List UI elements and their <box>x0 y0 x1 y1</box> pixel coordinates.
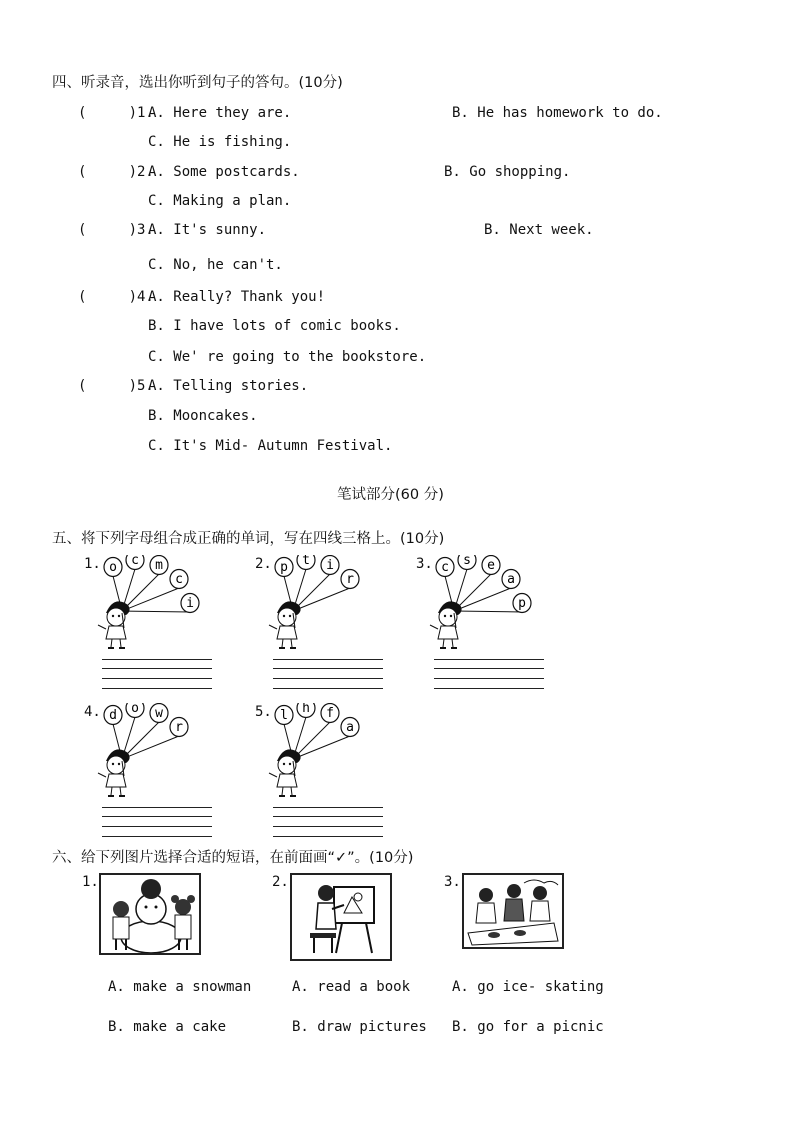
word-item-4 <box>84 703 224 843</box>
section4-title: 四、听录音，选出你听到句子的答句。(10分) <box>52 75 343 91</box>
q4-answer-blank[interactable]: ( )4. <box>78 289 154 305</box>
balloon-letter: r <box>346 572 354 587</box>
word-item-5 <box>255 703 395 843</box>
balloon-string <box>122 611 190 612</box>
q3-answer-blank[interactable]: ( )3. <box>78 222 154 238</box>
q3-option-a: A. It's sunny. <box>148 222 267 238</box>
s6-item3-option-a[interactable]: A. go ice- skating <box>452 979 604 995</box>
q5-option-c: C. It's Mid- Autumn Festival. <box>148 438 393 454</box>
balloon-letter: m <box>155 558 163 573</box>
q2-answer-blank[interactable]: ( )2. <box>78 164 154 180</box>
four-line-writing-grid[interactable] <box>273 659 383 689</box>
balloon-string <box>454 611 522 612</box>
q2-option-b: B. Go shopping. <box>444 164 571 180</box>
balloon-letter: p <box>280 560 288 575</box>
balloon-letter: l <box>280 708 288 723</box>
q5-option-a: A. Telling stories. <box>148 378 309 394</box>
balloon-girl-icon <box>255 555 395 655</box>
s6-item1-option-b[interactable]: B. make a cake <box>108 1019 227 1035</box>
balloon-letter: c <box>441 560 449 575</box>
q4-option-a: A. Really? Thank you! <box>148 289 326 305</box>
written-part-title: 笔试部分(60 分) <box>337 487 444 503</box>
section6-title: 六、给下列图片选择合适的短语，在前面画“✓”。(10分) <box>52 850 414 866</box>
s6-item1-number: 1. <box>82 874 99 890</box>
balloon-letter: e <box>487 558 495 573</box>
balloon-letter: i <box>326 558 334 573</box>
q3-option-b: B. Next week. <box>484 222 594 238</box>
s6-item3-option-b[interactable]: B. go for a picnic <box>452 1019 604 1035</box>
picnic-picture <box>462 873 564 949</box>
balloon-letter: a <box>346 720 354 735</box>
girl-figure <box>430 601 462 648</box>
word-item-1 <box>84 555 224 695</box>
snowman-picture <box>99 873 201 955</box>
q5-answer-blank[interactable]: ( )5. <box>78 378 154 394</box>
word-item-number: 5. <box>255 704 272 720</box>
q4-option-c: C. We' re going to the bookstore. <box>148 349 427 365</box>
four-line-writing-grid[interactable] <box>434 659 544 689</box>
s6-item2-option-b[interactable]: B. draw pictures <box>292 1019 427 1035</box>
balloon-letter: o <box>131 703 139 716</box>
balloon-letter: o <box>109 560 117 575</box>
word-item-2 <box>255 555 395 695</box>
drawing-picture <box>290 873 392 961</box>
balloon-letter: i <box>186 596 194 611</box>
section5-title: 五、将下列字母组合成正确的单词，写在四线三格上。(10分) <box>52 531 445 547</box>
balloon-letter: p <box>518 596 526 611</box>
s6-item3-number: 3. <box>444 874 461 890</box>
q1-option-b: B. He has homework to do. <box>452 105 663 121</box>
balloon-string <box>293 588 350 611</box>
four-line-writing-grid[interactable] <box>102 659 212 689</box>
q1-option-a: A. Here they are. <box>148 105 292 121</box>
balloon-string <box>122 736 179 759</box>
q4-option-b: B. I have lots of comic books. <box>148 318 401 334</box>
balloon-letter: c <box>175 572 183 587</box>
q1-answer-blank[interactable]: ( )1. <box>78 105 154 121</box>
four-line-writing-grid[interactable] <box>102 807 212 837</box>
balloon-letter: h <box>302 703 310 716</box>
four-line-writing-grid[interactable] <box>273 807 383 837</box>
q2-option-c: C. Making a plan. <box>148 193 292 209</box>
q1-option-c: C. He is fishing. <box>148 134 292 150</box>
word-item-3 <box>416 555 556 695</box>
balloon-string <box>454 588 511 611</box>
balloon-letter: t <box>302 555 310 568</box>
balloon-letter: s <box>463 555 471 568</box>
balloon-letter: a <box>507 572 515 587</box>
balloon-girl-icon <box>84 703 224 803</box>
girl-figure <box>98 601 130 648</box>
balloon-letter: d <box>109 708 117 723</box>
balloon-letter: w <box>155 706 163 721</box>
balloon-string <box>293 736 350 759</box>
q2-option-a: A. Some postcards. <box>148 164 300 180</box>
word-item-number: 3. <box>416 556 433 572</box>
girl-figure <box>98 749 130 796</box>
q3-option-c: C. No, he can't. <box>148 257 283 273</box>
balloon-letter: f <box>326 706 334 721</box>
balloon-letter: c <box>131 555 139 568</box>
balloon-girl-icon <box>255 703 395 803</box>
balloon-letter: r <box>175 720 183 735</box>
s6-item2-number: 2. <box>272 874 289 890</box>
girl-figure <box>269 749 301 796</box>
word-item-number: 4. <box>84 704 101 720</box>
balloon-girl-icon <box>84 555 224 655</box>
balloon-string <box>122 588 179 611</box>
s6-item1-option-a[interactable]: A. make a snowman <box>108 979 252 995</box>
s6-item2-option-a[interactable]: A. read a book <box>292 979 411 995</box>
balloon-girl-icon <box>416 555 556 655</box>
word-item-number: 1. <box>84 556 101 572</box>
q5-option-b: B. Mooncakes. <box>148 408 258 424</box>
word-item-number: 2. <box>255 556 272 572</box>
girl-figure <box>269 601 301 648</box>
